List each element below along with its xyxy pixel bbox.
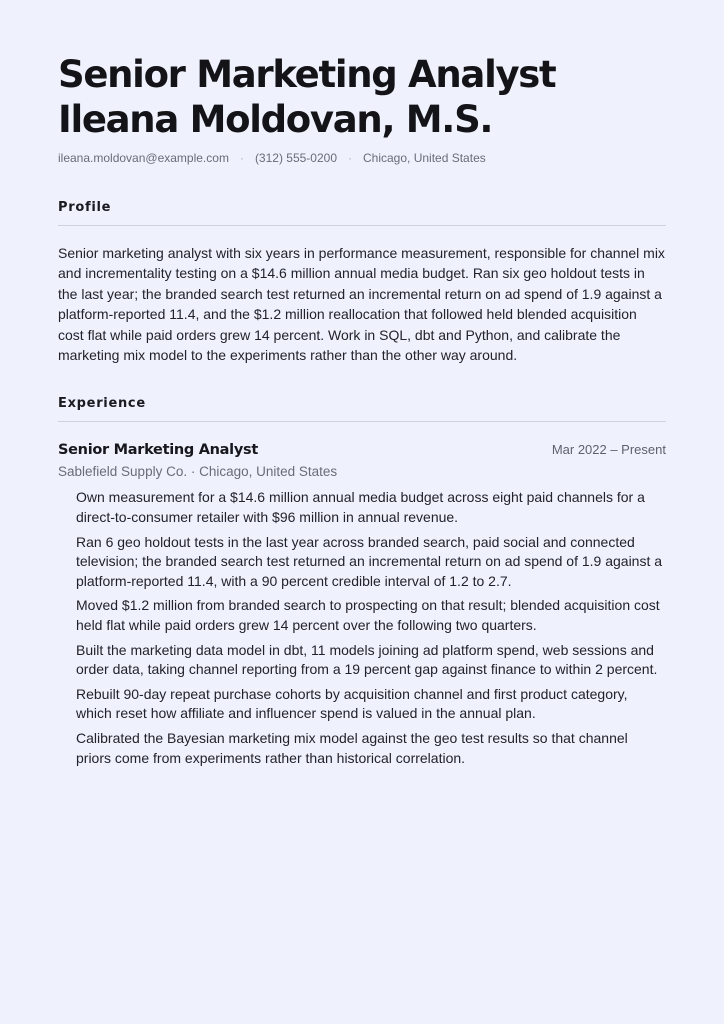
contact-separator: · <box>239 151 244 165</box>
resume-title <box>58 52 666 142</box>
job-bullet: Built the marketing data model in dbt, 11 models joining ad platform spend, web sessions and order data, taking channel reporting from a 19 percent gap against finance to within 2 percent. <box>76 641 658 678</box>
job-dates: Mar 2022 – Present <box>551 442 666 458</box>
job-bullet: Own measurement for a $14.6 million annual media budget across eight paid channels for a direct-to-consumer retailer with $96 million in annual revenue. <box>76 489 645 526</box>
job-title: Senior Marketing Analyst <box>58 442 258 459</box>
section-heading-profile: Profile <box>58 199 666 226</box>
job-bullet-list <box>58 488 666 768</box>
experience-section <box>58 395 666 768</box>
contact-separator: · <box>348 151 352 165</box>
job-bullet: Ran 6 geo holdout tests in the last year across branded search, paid social and connected television; the branded search test returned an incremental return on ad spend of 1.9 against a platform-reported 11.4, with a 90 percent credible interval of 1.2 to 2.7. <box>76 533 663 589</box>
candidate-name: Ileana Moldovan, M.S. <box>58 98 493 141</box>
contact-location: Chicago, United States <box>363 151 486 165</box>
contact-line <box>58 150 666 166</box>
job-title-heading: Senior Marketing Analyst <box>58 53 556 96</box>
section-heading-experience: Experience <box>58 395 666 422</box>
contact-phone[interactable]: (312) 555-0200 <box>254 151 337 165</box>
profile-section <box>58 199 666 365</box>
job-entry <box>58 440 666 768</box>
job-bullet: Rebuilt 90-day repeat purchase cohorts by acquisition channel and first product category, which reset how affiliate and influencer spend is valued in the annual plan. <box>76 685 628 722</box>
job-company: Sablefield Supply Co. · Chicago, United States <box>58 464 338 480</box>
job-bullet: Moved $1.2 million from branded search to prospecting on that result; blended acquisition cost held flat while paid orders grew 14 percent over the following two quarters. <box>76 597 660 633</box>
job-header <box>58 440 666 460</box>
job-bullet: Calibrated the Bayesian marketing mix model against the geo test results so that channel priors come from experiments rather than historical correlation. <box>76 729 628 766</box>
contact-email[interactable]: ileana.moldovan@example.com <box>58 151 229 165</box>
profile-summary: Senior marketing analyst with six years in performance measurement, responsible for channel mix and incrementality testing on a $14.6 million annual media budget. Ran six geo holdout tests in the last year; the branded search test returned an incremental return on ad spend of 1.9 against a platform-reported 11.4, and the $1.2 million reallocation that followed held blended acquisition cost flat while paid orders grew 14 percent. Work in SQL, dbt and Python, and calibrate the marketing mix model to the experiments rather than the other way around. <box>58 245 665 364</box>
